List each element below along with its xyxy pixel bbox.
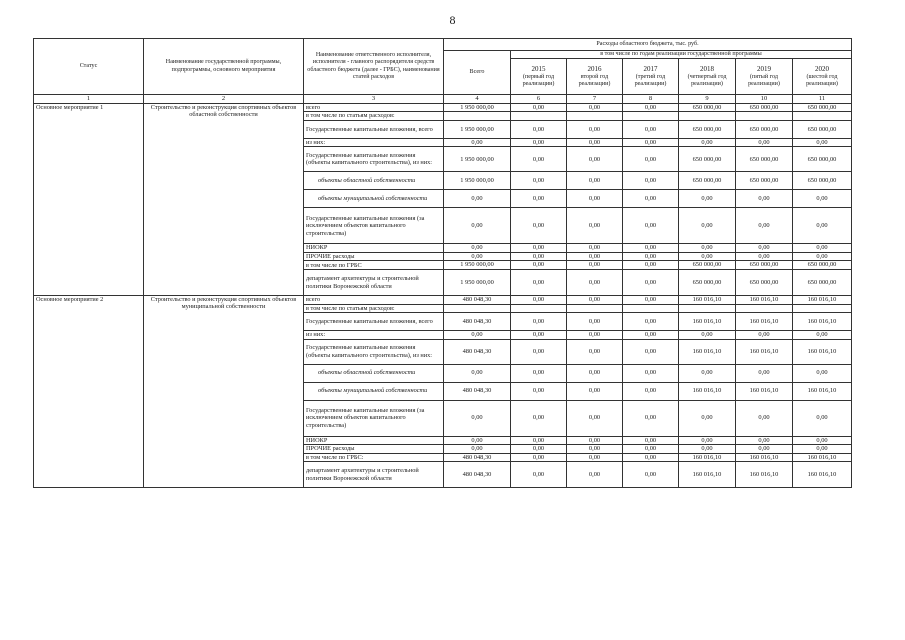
cell-year-value: 0,00 <box>623 261 679 270</box>
row-label: в том числе по статьям расходов: <box>304 304 444 312</box>
header-year-2016 <box>567 59 623 95</box>
cell-year-value: 160 016,10 <box>736 382 793 400</box>
cell-year-value: 0,00 <box>736 244 793 253</box>
cell-year-value: 0,00 <box>793 400 852 436</box>
cell-year-value: 0,00 <box>793 190 852 208</box>
cell-year-value: 160 016,10 <box>679 453 736 462</box>
row-label: из них: <box>304 330 444 339</box>
cell-year-value: 0,00 <box>567 120 623 138</box>
cell-year-value: 0,00 <box>511 436 567 445</box>
header-status: Статус <box>34 39 144 95</box>
cell-year-value: 0,00 <box>511 270 567 296</box>
row-label: департамент архитектуры и строительной политики Воронежской области <box>304 462 444 488</box>
budget-table <box>33 38 852 488</box>
cell-year-value: 0,00 <box>623 462 679 488</box>
cell-year-value: 0,00 <box>567 312 623 330</box>
cell-year-value <box>567 112 623 120</box>
cell-year-value: 0,00 <box>567 172 623 190</box>
header-year-note: (первый год реализации) <box>522 73 555 87</box>
cell-year-value: 0,00 <box>567 453 623 462</box>
cell-year-value <box>567 304 623 312</box>
column-index: 3 <box>304 95 444 104</box>
cell-year-value: 0,00 <box>736 364 793 382</box>
cell-year-value: 0,00 <box>567 270 623 296</box>
cell-year-value: 160 016,10 <box>736 453 793 462</box>
cell-year-value: 0,00 <box>511 120 567 138</box>
header-year-label: 2016 <box>587 65 602 74</box>
cell-year-value <box>511 112 567 120</box>
cell-year-value: 0,00 <box>679 445 736 454</box>
header-year-label: 2020 <box>815 65 829 74</box>
cell-year-value: 0,00 <box>511 172 567 190</box>
cell-year-value: 0,00 <box>511 138 567 147</box>
header-budget-title: Расходы областного бюджета, тыс. руб. <box>444 39 852 51</box>
cell-year-value: 0,00 <box>511 400 567 436</box>
cell-year-value: 0,00 <box>623 400 679 436</box>
cell-total: 1 950 000,00 <box>444 147 511 172</box>
cell-year-value: 0,00 <box>623 208 679 244</box>
cell-total: 480 048,30 <box>444 339 511 364</box>
block-status: Основное мероприятие 2 <box>34 296 144 488</box>
cell-year-value: 0,00 <box>511 330 567 339</box>
column-index: 2 <box>144 95 304 104</box>
cell-year-value: 650 000,00 <box>736 172 793 190</box>
cell-year-value: 0,00 <box>623 103 679 112</box>
cell-year-value: 160 016,10 <box>679 462 736 488</box>
cell-year-value: 0,00 <box>567 244 623 253</box>
cell-year-value: 0,00 <box>736 436 793 445</box>
cell-year-value: 650 000,00 <box>679 147 736 172</box>
cell-year-value: 0,00 <box>736 138 793 147</box>
cell-year-value: 160 016,10 <box>793 339 852 364</box>
column-index: 7 <box>567 95 623 104</box>
cell-year-value: 650 000,00 <box>679 120 736 138</box>
cell-year-value: 0,00 <box>679 400 736 436</box>
cell-year-value: 0,00 <box>567 252 623 261</box>
header-year-2019 <box>736 59 793 95</box>
cell-year-value: 160 016,10 <box>736 296 793 305</box>
cell-total: 480 048,30 <box>444 312 511 330</box>
cell-year-value: 160 016,10 <box>679 382 736 400</box>
cell-year-value: 0,00 <box>511 244 567 253</box>
header-year-2015 <box>511 59 567 95</box>
cell-year-value: 160 016,10 <box>793 462 852 488</box>
row-label: ПРОЧИЕ расходы <box>304 445 444 454</box>
cell-year-value: 650 000,00 <box>736 261 793 270</box>
cell-year-value: 0,00 <box>567 261 623 270</box>
header-name: Наименование государственной программы, подпрограммы, основного мероприятия <box>144 39 304 95</box>
header-year-2018 <box>679 59 736 95</box>
cell-year-value: 0,00 <box>623 296 679 305</box>
cell-year-value: 0,00 <box>567 296 623 305</box>
row-label: из них: <box>304 138 444 147</box>
header-executor: Наименование ответственного исполнителя, исполнителя - главного распорядителя средств областного бюджета (далее - ГРБС), наименования статей расходов <box>304 39 444 95</box>
cell-total: 1 950 000,00 <box>444 103 511 112</box>
cell-total: 1 950 000,00 <box>444 270 511 296</box>
cell-total: 0,00 <box>444 400 511 436</box>
cell-year-value: 0,00 <box>793 208 852 244</box>
header-year-2017 <box>623 59 679 95</box>
cell-year-value: 0,00 <box>679 138 736 147</box>
cell-year-value: 0,00 <box>623 382 679 400</box>
header-year-note: (шестой год реализации) <box>806 73 838 87</box>
cell-total: 0,00 <box>444 330 511 339</box>
cell-year-value <box>623 304 679 312</box>
cell-year-value <box>511 304 567 312</box>
column-index: 10 <box>736 95 793 104</box>
cell-total: 0,00 <box>444 190 511 208</box>
cell-total <box>444 304 511 312</box>
cell-year-value: 0,00 <box>623 436 679 445</box>
row-label: всего <box>304 296 444 305</box>
header-year-label: 2019 <box>757 65 771 74</box>
header-years-caption: в том числе по годам реализации государственной программы <box>511 51 852 59</box>
row-label: ПРОЧИЕ расходы <box>304 252 444 261</box>
row-label: департамент архитектуры и строительной политики Воронежской области <box>304 270 444 296</box>
cell-year-value: 650 000,00 <box>793 261 852 270</box>
row-label: объекты областной собственности <box>304 172 444 190</box>
cell-year-value: 0,00 <box>511 364 567 382</box>
cell-year-value: 0,00 <box>623 120 679 138</box>
cell-year-value: 0,00 <box>679 330 736 339</box>
cell-year-value: 0,00 <box>511 208 567 244</box>
cell-year-value: 0,00 <box>567 330 623 339</box>
cell-year-value: 0,00 <box>793 330 852 339</box>
column-index: 6 <box>511 95 567 104</box>
cell-year-value <box>736 112 793 120</box>
cell-year-value: 0,00 <box>567 364 623 382</box>
cell-year-value: 650 000,00 <box>736 103 793 112</box>
row-label: всего <box>304 103 444 112</box>
cell-year-value: 160 016,10 <box>679 339 736 364</box>
cell-year-value: 650 000,00 <box>793 120 852 138</box>
cell-year-value: 0,00 <box>623 244 679 253</box>
row-label: Государственные капитальные вложения (за исключением объектов капитального строительства) <box>304 208 444 244</box>
cell-year-value: 0,00 <box>623 147 679 172</box>
cell-total: 1 950 000,00 <box>444 120 511 138</box>
block-status: Основное мероприятие 1 <box>34 103 144 295</box>
header-year-2020 <box>793 59 852 95</box>
row-label: Государственные капитальные вложения, всего <box>304 120 444 138</box>
cell-year-value: 160 016,10 <box>679 312 736 330</box>
cell-year-value: 0,00 <box>623 312 679 330</box>
header-year-label: 2017 <box>643 65 658 74</box>
header-year-note: (третий год реализации) <box>634 73 667 87</box>
cell-year-value: 0,00 <box>567 190 623 208</box>
cell-year-value: 0,00 <box>623 190 679 208</box>
cell-year-value: 650 000,00 <box>679 261 736 270</box>
cell-total <box>444 112 511 120</box>
cell-year-value: 0,00 <box>679 436 736 445</box>
cell-year-value: 0,00 <box>623 453 679 462</box>
row-label: Государственные капитальные вложения (объекты капитального строительства), из них: <box>304 339 444 364</box>
cell-total: 0,00 <box>444 138 511 147</box>
cell-year-value: 0,00 <box>623 252 679 261</box>
cell-year-value: 0,00 <box>736 190 793 208</box>
cell-year-value: 0,00 <box>511 261 567 270</box>
cell-year-value: 0,00 <box>736 445 793 454</box>
cell-total: 480 048,30 <box>444 462 511 488</box>
cell-year-value: 0,00 <box>567 462 623 488</box>
cell-year-value: 0,00 <box>567 103 623 112</box>
cell-year-value <box>679 304 736 312</box>
cell-year-value: 650 000,00 <box>679 172 736 190</box>
cell-year-value: 0,00 <box>793 138 852 147</box>
row-label: в том числе по ГРБС: <box>304 453 444 462</box>
cell-year-value: 0,00 <box>567 445 623 454</box>
cell-year-value: 160 016,10 <box>679 296 736 305</box>
cell-year-value: 0,00 <box>679 364 736 382</box>
row-label: объекты областной собственности <box>304 364 444 382</box>
cell-year-value: 160 016,10 <box>793 382 852 400</box>
cell-year-value: 0,00 <box>567 339 623 364</box>
cell-total: 0,00 <box>444 364 511 382</box>
cell-year-value: 650 000,00 <box>736 270 793 296</box>
header-year-label: 2015 <box>531 65 546 74</box>
header-year-label: 2018 <box>700 65 714 74</box>
cell-year-value: 0,00 <box>679 252 736 261</box>
cell-total: 1 950 000,00 <box>444 261 511 270</box>
cell-year-value: 0,00 <box>511 453 567 462</box>
cell-year-value: 0,00 <box>567 382 623 400</box>
cell-total: 0,00 <box>444 208 511 244</box>
cell-total: 480 048,30 <box>444 453 511 462</box>
cell-year-value: 0,00 <box>567 147 623 172</box>
cell-total: 0,00 <box>444 436 511 445</box>
cell-year-value: 0,00 <box>511 252 567 261</box>
cell-year-value: 650 000,00 <box>793 103 852 112</box>
cell-year-value: 650 000,00 <box>793 270 852 296</box>
cell-year-value: 160 016,10 <box>736 339 793 364</box>
row-label: НИОКР <box>304 244 444 253</box>
cell-year-value: 650 000,00 <box>679 270 736 296</box>
cell-year-value: 160 016,10 <box>793 453 852 462</box>
cell-year-value: 0,00 <box>736 208 793 244</box>
column-index: 1 <box>34 95 144 104</box>
cell-year-value: 0,00 <box>736 400 793 436</box>
cell-year-value: 650 000,00 <box>679 103 736 112</box>
cell-year-value: 650 000,00 <box>736 147 793 172</box>
cell-year-value: 0,00 <box>793 252 852 261</box>
cell-year-value <box>736 304 793 312</box>
block-name: Строительство и реконструкция спортивных объектов областной собственности <box>144 103 304 295</box>
cell-year-value: 0,00 <box>511 339 567 364</box>
cell-year-value: 0,00 <box>623 172 679 190</box>
cell-total: 480 048,30 <box>444 296 511 305</box>
cell-total: 0,00 <box>444 252 511 261</box>
cell-total: 0,00 <box>444 445 511 454</box>
row-label: в том числе по ГРБС <box>304 261 444 270</box>
row-label: Государственные капитальные вложения, всего <box>304 312 444 330</box>
cell-year-value: 0,00 <box>567 436 623 445</box>
header-year-note: второй год реализации) <box>578 73 611 87</box>
cell-year-value: 650 000,00 <box>793 172 852 190</box>
cell-year-value: 160 016,10 <box>793 312 852 330</box>
cell-year-value: 160 016,10 <box>736 462 793 488</box>
cell-year-value: 160 016,10 <box>793 296 852 305</box>
header-total: Всего <box>444 51 511 95</box>
cell-year-value: 0,00 <box>567 138 623 147</box>
cell-year-value: 0,00 <box>567 208 623 244</box>
cell-year-value: 0,00 <box>679 208 736 244</box>
cell-year-value: 0,00 <box>623 364 679 382</box>
cell-year-value: 0,00 <box>511 190 567 208</box>
cell-year-value <box>793 304 852 312</box>
cell-year-value: 0,00 <box>623 138 679 147</box>
cell-year-value: 0,00 <box>736 252 793 261</box>
cell-year-value: 0,00 <box>511 296 567 305</box>
row-label: Государственные капитальные вложения (за исключением объектов капитального строительства) <box>304 400 444 436</box>
cell-year-value: 650 000,00 <box>793 147 852 172</box>
block-name: Строительство и реконструкция спортивных объектов муниципальной собственности <box>144 296 304 488</box>
cell-year-value: 650 000,00 <box>736 120 793 138</box>
column-index: 8 <box>623 95 679 104</box>
cell-year-value: 0,00 <box>679 244 736 253</box>
row-label: Государственные капитальные вложения (объекты капитального строительства), из них: <box>304 147 444 172</box>
cell-year-value: 0,00 <box>511 147 567 172</box>
table-row <box>34 296 852 305</box>
cell-year-value: 0,00 <box>793 364 852 382</box>
cell-year-value: 0,00 <box>623 330 679 339</box>
cell-year-value: 0,00 <box>623 339 679 364</box>
cell-year-value: 0,00 <box>623 270 679 296</box>
cell-year-value: 0,00 <box>511 103 567 112</box>
cell-total: 480 048,30 <box>444 382 511 400</box>
cell-year-value <box>793 112 852 120</box>
cell-year-value: 0,00 <box>567 400 623 436</box>
cell-year-value: 0,00 <box>736 330 793 339</box>
row-label: объекты муниципальной собственности <box>304 382 444 400</box>
row-label: в том числе по статьям расходов: <box>304 112 444 120</box>
cell-year-value <box>623 112 679 120</box>
header-year-note: (пятый год реализации) <box>748 73 780 87</box>
cell-year-value <box>679 112 736 120</box>
cell-year-value: 0,00 <box>511 312 567 330</box>
row-label: объекты муниципальной собственности <box>304 190 444 208</box>
table-row <box>34 103 852 112</box>
page-number: 8 <box>449 13 456 27</box>
column-index: 4 <box>444 95 511 104</box>
cell-year-value: 0,00 <box>793 436 852 445</box>
cell-year-value: 160 016,10 <box>736 312 793 330</box>
cell-year-value: 0,00 <box>793 244 852 253</box>
cell-year-value: 0,00 <box>793 445 852 454</box>
cell-year-value: 0,00 <box>511 445 567 454</box>
header-year-note: (четвертый год реализации) <box>687 73 727 87</box>
cell-year-value: 0,00 <box>679 190 736 208</box>
column-index: 11 <box>793 95 852 104</box>
column-index: 9 <box>679 95 736 104</box>
cell-year-value: 0,00 <box>511 462 567 488</box>
cell-total: 0,00 <box>444 244 511 253</box>
cell-total: 1 950 000,00 <box>444 172 511 190</box>
cell-year-value: 0,00 <box>511 382 567 400</box>
cell-year-value: 0,00 <box>623 445 679 454</box>
row-label: НИОКР <box>304 436 444 445</box>
